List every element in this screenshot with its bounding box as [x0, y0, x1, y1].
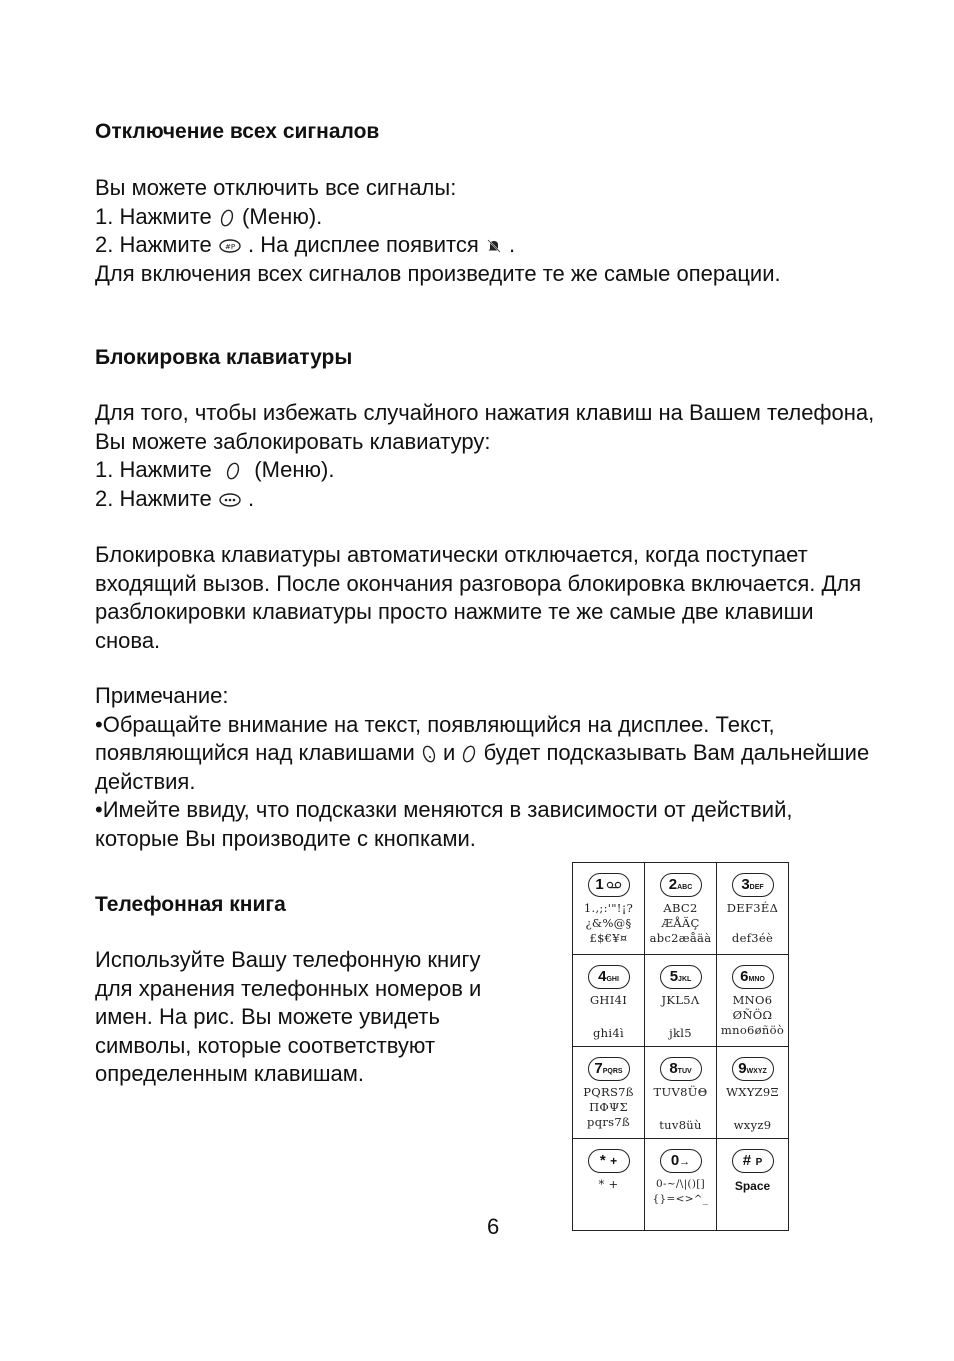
key-2-chars: ABC2 ÆÅÄÇ abc2æåäà — [649, 901, 712, 945]
note-text: •Обращайте внимание на текст, появляющийся на дисплее. Текст, появляющийся над клавишами — [95, 711, 775, 765]
left-softkey-icon — [421, 744, 437, 764]
section1-step2 — [95, 231, 795, 260]
section1-intro: Вы можете отключить все сигналы: — [95, 175, 457, 200]
key-8-chars: TUV8ÜΘ tuv8üù — [653, 1085, 708, 1132]
star-key-icon — [218, 492, 242, 508]
note-title: Примечание: — [95, 683, 229, 708]
key-8-cap: 8TUV — [660, 1057, 702, 1081]
key-3-cap: 3DEF — [732, 873, 774, 897]
key-7-cap: 7PQRS — [588, 1057, 630, 1081]
key-2-cell — [645, 863, 717, 955]
right-softkey-icon — [461, 744, 477, 764]
key-0-cap: 0→ — [660, 1149, 702, 1173]
keypad-figure — [572, 862, 789, 1231]
heading-keypad-lock: Блокировка клавиатуры — [95, 346, 353, 369]
menu-softkey-icon — [224, 461, 242, 481]
section1-body — [95, 174, 795, 288]
note-text: будет подсказывать Вам дальнейшие действия. — [95, 740, 870, 794]
page-number: 6 — [487, 1214, 500, 1239]
silent-bell-icon — [485, 237, 503, 255]
key-6-cell — [717, 955, 789, 1047]
step-text: 1. Нажмите — [95, 457, 212, 482]
key-hash-cap: # P — [732, 1149, 774, 1173]
section1-outro: Для включения всех сигналов произведите те же самые операции. — [95, 260, 781, 286]
heading-disable-signals: Отключение всех сигналов — [95, 120, 380, 143]
note-bullet-2: •Имейте ввиду, что подсказки меняются в зависимости от действий, которые Вы производите с кнопками. — [95, 797, 793, 851]
key-9-cell — [717, 1047, 789, 1139]
key-7-chars: PQRS7ß ΠΦΨΣ pqrs7ß — [583, 1085, 634, 1129]
step-text: . — [248, 485, 255, 511]
step-text: . На дисплее появится — [248, 232, 479, 257]
step-text: 2. Нажмите — [95, 232, 212, 257]
key-0-cell — [645, 1139, 717, 1231]
key-5-chars: JKL5Λ jkl5 — [661, 993, 700, 1040]
key-6-chars: MNO6 ØÑÖΩ mno6øñöò — [720, 993, 785, 1037]
section2-step2 — [95, 485, 875, 514]
key-8-cell — [645, 1047, 717, 1139]
step-text: 1. Нажмите — [95, 203, 212, 229]
key-5-cell — [645, 955, 717, 1047]
key-2-cap: 2ABC — [660, 873, 702, 897]
section3-paragraph: Используйте Вашу телефонную книгу для хранения телефонных номеров и имен. На рис. Вы можете увидеть символы, которые соответствуют определенным клавишам. — [95, 947, 482, 1086]
key-1-cap: 1 — [588, 873, 630, 897]
key-4-chars: GHI4Ι ghi4ì — [589, 993, 628, 1040]
note-block — [95, 682, 875, 853]
note-text: и — [443, 740, 456, 765]
section2-intro: Для того, чтобы избежать случайного нажатия клавиш на Вашем телефона, Вы можете заблокировать клавиатуру: — [95, 400, 875, 454]
key-3-chars: DEF3ÉΔ def3éè — [726, 901, 779, 945]
step-text: . — [508, 232, 516, 257]
hash-key-icon — [218, 238, 242, 254]
section1-step1 — [95, 203, 795, 232]
step-text: 2. Нажмите — [95, 485, 212, 511]
section2-paragraph: Блокировка клавиатуры автоматически отключается, когда поступает входящий вызов. После окончания разговора блокировка включается. Для разблокировки клавиатуры просто нажмите те же самые две клавиши снова. — [95, 542, 862, 653]
key-9-cap: 9WXYZ — [732, 1057, 774, 1081]
step-text: (Меню). — [254, 457, 335, 482]
key-9-chars: WXYZ9Ξ wxyz9 — [726, 1085, 779, 1132]
key-7-cell — [573, 1047, 645, 1139]
heading-phonebook: Телефонная книга — [95, 893, 286, 916]
section2-body — [95, 399, 875, 513]
key-1-chars: 1.,;:'"!¡? ¿&%@§ £$€¥¤ — [583, 901, 634, 945]
note-bullet-1 — [95, 711, 875, 797]
key-4-cell — [573, 955, 645, 1047]
key-star-cell — [573, 1139, 645, 1231]
key-hash-space-label: Space — [734, 1179, 771, 1193]
key-6-cap: 6MNO — [732, 965, 774, 989]
key-star-cap: * + — [588, 1149, 630, 1173]
key-3-cell — [717, 863, 789, 955]
key-1-cell — [573, 863, 645, 955]
svg-text:#P: #P — [224, 243, 235, 252]
key-hash-cell — [717, 1139, 789, 1231]
step-text: (Меню). — [242, 203, 323, 229]
key-star-chars: * + — [598, 1177, 619, 1191]
key-4-cap: 4GHI — [588, 965, 630, 989]
voicemail-icon — [606, 881, 622, 889]
key-5-cap: 5JKL — [660, 965, 702, 989]
section2-step1 — [95, 456, 875, 485]
key-0-chars: 0-~/\|()[] {}=<>^_ — [652, 1178, 709, 1205]
menu-softkey-icon — [218, 208, 236, 228]
